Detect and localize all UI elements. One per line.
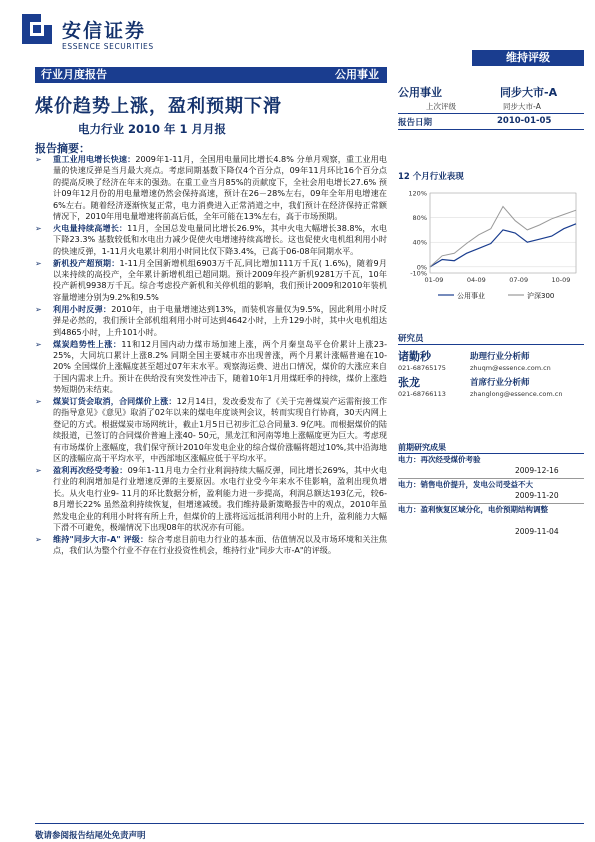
report-type-label: 行业月度报告 [41,68,107,81]
previous-reports-heading: 前期研究成果 [398,443,446,452]
summary-bullet [35,154,387,222]
performance-chart [398,185,584,305]
bullet-heading: 盈利再次经受考验： [53,464,128,475]
analyst-name: 诸勤秒 [398,350,431,363]
summary-bullet [35,258,387,304]
bullet-arrow-icon: ➢ [35,534,42,544]
previous-report-date: 2009-11-04 [515,527,559,536]
analysts-heading: 研究员 [398,334,424,344]
summary-heading: 报告摘要： [35,142,90,155]
summary-bullet [35,223,387,257]
y-tick-label: 0% [416,263,427,272]
divider [398,344,584,345]
bullet-arrow-icon: ➢ [35,339,42,349]
legend-label: 沪深300 [527,292,555,300]
bullet-heading: 重工业用电增长快速： [53,154,136,164]
x-tick-label: 04-09 [466,276,486,284]
analyst-email[interactable]: zhanglong@essence.com.cn [470,390,563,398]
y-tick-label: 120% [408,189,427,198]
bullet-text: 12月14日，发改委发布了《关于完善煤炭产运需衔接工作的指导意见》《意见》取消了02年以来的煤电年度谈判会议，转而实现自行协商，30天内网上登记的方式。根据煤炭市场网统计，截止1月5日已初步汇总合同量3. 9亿吨。而根据煤价的陆续报道，已签订的合同煤价普遍上涨40- 50元，黑龙江和河南等地上涨幅度更为巨大。考虑现有市场煤价上涨幅度，我们保守预计2010年发电企业的综合煤价涨幅将超过10%,其中沿海地区的涨幅应高于平均水平，中西部地区涨幅应低于平均水平。 [53,396,387,464]
bullet-arrow-icon: ➢ [35,397,42,407]
summary-bullet [35,465,387,533]
report-type-banner [35,67,387,83]
divider [398,129,584,130]
bullet-text: 1-11月全国新增机组6903万千瓦,同比增加111万千瓦( 1.6%)，随着9月以来持续的高投产，全年累计新增机组已超同期。预计2009年投产新机9281万千瓦，10年投产新机9938万千瓦。综合考虑投产新机和关停机组的影响，我们预计2009和2010年装机容量增速分别为9.2%和9.5% [53,257,387,302]
summary-bullet [35,534,387,557]
analyst-phone: 021-68766113 [398,390,446,398]
summary-bullet [35,304,387,338]
page-title: 煤价趋势上涨，盈利预期下滑 [35,96,282,117]
bullet-text: 2010年，由于电量增速达到13%，而装机容量仅为9.5%，因此利用小时反弹是必然的，我们预计全部机组利用小时可达到4642小时，上升129小时，其中火电机组达到4865小时，上升101小时。 [53,303,387,337]
bullet-arrow-icon: ➢ [35,155,42,164]
company-logo [22,14,192,56]
series-line-utilities [430,224,576,267]
summary-bullet [35,339,387,396]
x-tick-label: 10-09 [551,276,571,284]
previous-rating-label: 上次评级 [426,102,456,111]
bullet-text: 09年1-11月电力全行业利润持续大幅反弹，同比增长269%，其中火电行业的利润增加是行业增速反弹的主要原因。水电行业受今年来水不佳影响，盈利出现负增长。从火电行业9- 11月的环比数据分析，盈利能力进一步提高，利润总额达193亿元，较6- 8月增长22% 虽然盈利持续恢复，但增速减缓。我们维持最新策略报告中的观点，2010年虽然发电企业的利用小时将有所上升，但煤价的上涨将远远抵消利用小时的上升，盈利能力大幅下滑不可避免，极端情况下出现08年的状况亦有可能。 [53,464,387,532]
summary-bullet [35,396,387,464]
bullet-heading: 维持"同步大市-A" 评级： [53,533,149,544]
series-line-csi300 [430,207,576,267]
logo-name-cn: 安信证券 [62,20,147,42]
sidebar-sector: 公用事业 [398,86,442,99]
bullet-heading: 煤炭趋势性上涨： [53,338,122,349]
bullet-arrow-icon: ➢ [35,258,42,268]
analyst-title: 助理行业分析师 [470,352,530,362]
previous-rating-value: 同步大市-A [503,102,541,111]
report-date-value: 2010-01-05 [497,116,552,126]
logo-mark-icon [22,14,52,44]
bullet-heading: 火电量持续高增长： [53,222,128,233]
y-tick-label: 80% [412,214,427,223]
bullet-text: 11月，全国总发电量同比增长26.9%，其中火电大幅增长38.8%，水电下降23.3% 基数较低和水电出力减少促使火电增速持续高增长。这也促使火电机组利用小时的快速反弹，1-11月火电累计利用小时同比仅下降3.4%，已高于06-08年同期水平。 [53,222,387,256]
bullet-arrow-icon: ➢ [35,465,42,475]
previous-report-title[interactable]: 电力：销售电价提升，发电公司受益不大 [398,480,533,489]
summary-body [35,154,387,557]
sector-label: 公用事业 [335,68,379,81]
analyst-name: 张龙 [398,376,420,389]
analyst-phone: 021-68765175 [398,364,446,372]
bullet-text: 综合考虑目前电力行业的基本面、估值情况以及市场环境和关注焦点，我们认为整个行业不存在行业投资性机会，维持行业"同步大市-A"的评级。 [53,533,387,556]
bullet-text: 2009年1-11月，全国用电量同比增长4.8% 分单月观察，重工业用电量的快速反弹是当月最大亮点。考虑同期基数下降仅4个百分点，09年11月环比16个百分点的提高反映了经济在年末的强劲。在重工业当月85%的贡献度下，全社会用电增长27.6% 预计09年12月份的用电量增速仍然会保持高速，预计在26－28%左右，09年全年用电增速在6%左右。随着经济逐渐恢复正常，电力消费进入正常消道之中，我们预计在经济保持正常额情况下，2010年用电量增速将前高后低，全年可能在13%左右，高于市场预期。 [53,154,387,222]
page-subtitle: 电力行业 2010 年 1 月月报 [78,122,227,136]
footer-divider [35,823,584,824]
bullet-arrow-icon: ➢ [35,304,42,314]
bullet-arrow-icon: ➢ [35,223,42,233]
previous-report-date: 2009-12-16 [515,466,559,475]
bullet-heading: 新机投产超预期： [53,257,120,268]
bullet-heading: 利用小时反弹： [53,303,112,314]
report-date-label: 报告日期 [398,118,433,128]
x-tick-label: 07-09 [509,276,529,284]
previous-report-date: 2009-11-20 [515,491,559,500]
divider [398,453,584,454]
rating-tag: 维持评级 [472,50,584,66]
analyst-email[interactable]: zhuqm@essence.com.cn [470,364,551,372]
sidebar-rating: 同步大市-A [500,86,558,99]
y-tick-label: -10% [410,269,427,278]
footer-disclaimer[interactable]: 敬请参阅报告结尾处免责声明 [35,831,146,841]
chart-title: 12 个月行业表现 [398,172,464,182]
bullet-text: 11和12月国内动力煤市场加速上涨，两个月秦皇岛平仓价累计上涨23- 25%，大同坑口累计上涨8.2% 同期全国主要城市亦出现普涨，两个月累计涨幅普遍在10- 20% 全国煤价上涨幅度甚至超过07年末水平。观察海运费、进出口情况，煤价的大涨应来自于国内需求上升。预计在供给没有突发性冲击下，随着10年1月用煤旺季的持续，煤价上涨趋势短期仍未结束。 [53,338,387,395]
previous-report-title[interactable]: 电力：再次经受煤价考验 [398,455,481,464]
divider [398,113,584,114]
legend-label: 公用事业 [457,292,485,300]
analyst-title: 首席行业分析师 [470,378,530,388]
bullet-heading: 煤炭订货会取消，合同煤价上涨： [53,396,177,407]
y-tick-label: 40% [412,238,427,247]
previous-report-title[interactable]: 电力：盈利恢复区域分化，电价预期结构调整 [398,505,548,514]
logo-name-en: ESSENCE SECURITIES [62,42,154,51]
x-tick-label: 01-09 [424,276,444,284]
